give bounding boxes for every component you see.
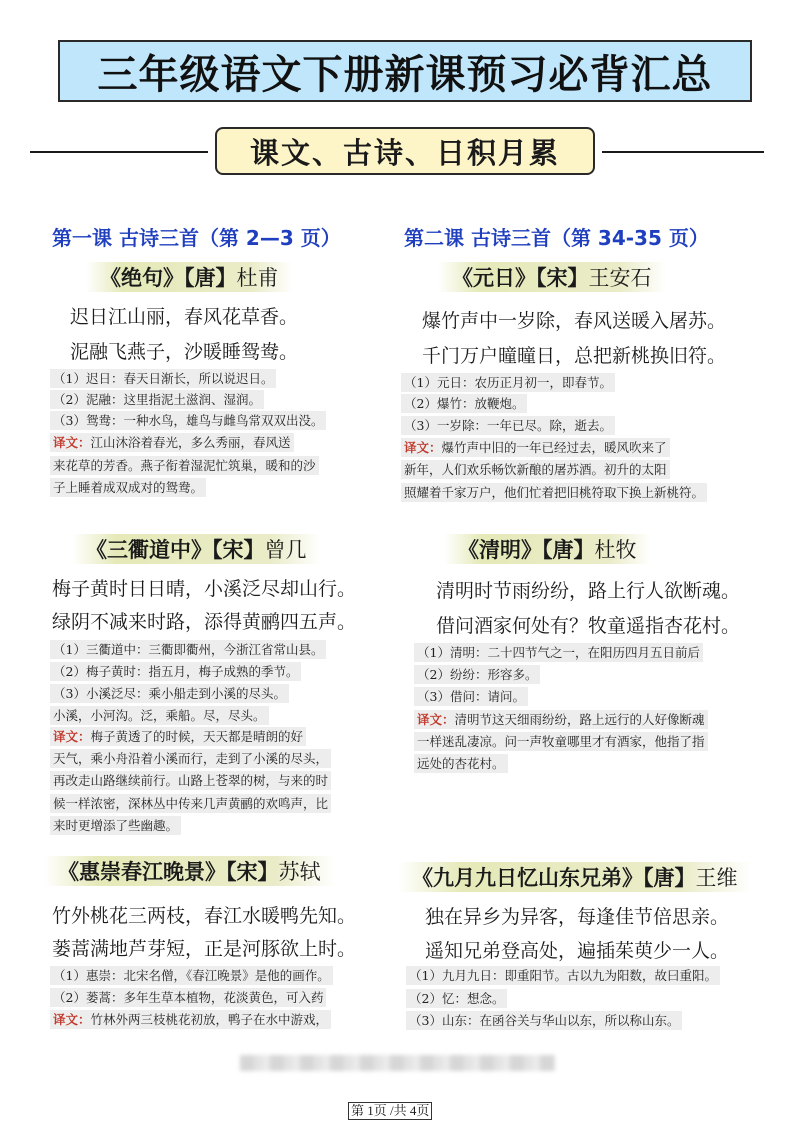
translation-line: 译文：清明节这天细雨纷纷，路上远行的人好像断魂 xyxy=(414,710,708,729)
translation-line: 照耀着千家万户，他们忙着把旧桃符取下换上新桃符。 xyxy=(401,483,707,502)
poem-author: 王维 xyxy=(695,866,738,890)
translation-line: 远处的杏花村。 xyxy=(414,754,508,773)
poem-title xyxy=(44,856,335,886)
poem-line: 绿阴不减来时路，添得黄鹂四五声。 xyxy=(52,611,357,633)
poem-line: 竹外桃花三两枝，春江水暖鸭先知。 xyxy=(52,905,357,927)
note: （2）泥融：这里指泥土滋润、湿润。 xyxy=(50,390,264,409)
poem-author: 杜甫 xyxy=(236,266,279,290)
poem-title-text: 《绝句》【唐】 xyxy=(100,265,237,290)
poem-title-text: 《元日》【宋】 xyxy=(452,265,589,290)
note: （3）小溪泛尽：乘小船走到小溪的尽头。 xyxy=(50,684,289,703)
poem-title xyxy=(438,262,666,292)
main-title: 三年级语文下册新课预习必背汇总 xyxy=(97,51,713,98)
translation-line: 候一样浓密，深林丛中传来几声黄鹂的欢鸣声，比 xyxy=(50,794,331,813)
note: （3）一岁除：一年已尽。除，逝去。 xyxy=(401,416,615,435)
poem-title xyxy=(398,862,752,892)
translation-label: 译文： xyxy=(417,712,455,727)
translation-line: 子上睡着成双成对的鸳鸯。 xyxy=(50,478,206,497)
translation-line: 来时更增添了些幽趣。 xyxy=(50,816,181,835)
poem-author: 杜牧 xyxy=(594,538,637,562)
blurred-watermark xyxy=(240,1055,555,1071)
section-subtitle: 课文、古诗、日积月累 xyxy=(249,135,560,170)
translation-line: 再改走山路继续前行。山路上苍翠的树，与来的时 xyxy=(50,771,331,790)
translation-line: 一样迷乱凄凉。问一声牧童哪里才有酒家，他指了指 xyxy=(414,732,708,751)
note: （1）清明：二十四节气之一，在阳历四月五日前后 xyxy=(414,643,703,662)
poem-line: 独在异乡为异客，每逢佳节倍思亲。 xyxy=(425,906,730,928)
lesson-heading-left: 第一课 古诗三首（第 2—3 页） xyxy=(52,226,341,250)
poem-line: 泥融飞燕子，沙暖睡鸳鸯。 xyxy=(70,341,299,363)
note: （3）鸳鸯：一种水鸟，雄鸟与雌鸟常双双出没。 xyxy=(50,411,326,430)
poem-title xyxy=(86,262,293,292)
translation-line: 译文：竹林外两三枝桃花初放，鸭子在水中游戏， xyxy=(50,1010,331,1029)
poem-line: 借问酒家何处有？牧童遥指杏花村。 xyxy=(436,615,741,637)
translation-line: 译文：爆竹声中旧的一年已经过去，暖风吹来了 xyxy=(401,438,670,457)
poem-line: 梅子黄时日日晴，小溪泛尽却山行。 xyxy=(52,578,357,600)
note: （2）蒌蒿：多年生草本植物，花淡黄色，可入药 xyxy=(50,988,326,1007)
poem-author: 曾几 xyxy=(264,538,307,562)
translation-line: 新年，人们欢乐畅饮新酿的屠苏酒。初升的太阳 xyxy=(401,460,670,479)
note: （2）纷纷：形容多。 xyxy=(414,665,540,684)
poem-title-text: 《惠崇春江晚景》【宋】 xyxy=(58,859,279,884)
note: （1）元日：农历正月初一，即春节。 xyxy=(401,373,615,392)
note: （1）九月九日：即重阳节。古以九为阳数，故曰重阳。 xyxy=(406,966,720,985)
note: （2）爆竹：放鞭炮。 xyxy=(401,394,527,413)
note: （1）三衢道中：三衢即衢州，今浙江省常山县。 xyxy=(50,640,326,659)
note: （1）迟日：春天日渐长，所以说迟日。 xyxy=(50,369,276,388)
page-number: 第 1页 /共 4页 xyxy=(348,1102,432,1120)
poem-title-text: 《九月九日忆山东兄弟》【唐】 xyxy=(412,865,696,890)
poem-line: 千门万户曈曈日，总把新桃换旧符。 xyxy=(422,345,727,367)
translation-line: 来花草的芳香。燕子衔着湿泥忙筑巢，暖和的沙 xyxy=(50,456,319,475)
translation-label: 译文： xyxy=(53,1012,91,1027)
note: （3）山东：在函谷关与华山以东，所以称山东。 xyxy=(406,1011,682,1030)
divider-right xyxy=(602,151,764,153)
translation-label: 译文： xyxy=(404,440,442,455)
poem-line: 爆竹声中一岁除，春风送暖入屠苏。 xyxy=(422,310,727,332)
section-subtitle-banner xyxy=(215,127,595,175)
poem-line: 清明时节雨纷纷，路上行人欲断魂。 xyxy=(436,580,741,602)
poem-title xyxy=(444,534,651,564)
lesson-heading-right: 第二课 古诗三首（第 34-35 页） xyxy=(404,226,709,250)
note: （2）梅子黄时：指五月，梅子成熟的季节。 xyxy=(50,662,301,681)
translation-label: 译文： xyxy=(53,435,91,450)
poem-line: 蒌蒿满地芦芽短，正是河豚欲上时。 xyxy=(52,938,357,960)
translation-line: 天气，乘小舟沿着小溪而行，走到了小溪的尽头， xyxy=(50,749,331,768)
poem-line: 遥知兄弟登高处，遍插茱萸少一人。 xyxy=(425,940,730,962)
note: （1）惠崇：北宋名僧，《春江晚景》是他的画作。 xyxy=(50,966,333,985)
poem-author: 苏轼 xyxy=(278,860,321,884)
poem-title xyxy=(72,534,321,564)
translation-line: 译文：梅子黄透了的时候，天天都是晴朗的好 xyxy=(50,727,306,746)
poem-line: 迟日江山丽，春风花草香。 xyxy=(70,306,299,328)
note: （3）借问：请问。 xyxy=(414,687,528,706)
divider-left xyxy=(30,151,208,153)
translation-label: 译文： xyxy=(53,729,91,744)
translation-line: 译文：江山沐浴着春光，多么秀丽，春风送 xyxy=(50,433,294,452)
note: 小溪，小河沟。泛，乘船。尽，尽头。 xyxy=(50,706,269,725)
poem-title-text: 《清明》【唐】 xyxy=(458,537,595,562)
poem-author: 王安石 xyxy=(588,266,652,290)
poem-title-text: 《三衢道中》【宋】 xyxy=(86,537,265,562)
main-title-banner xyxy=(58,40,752,102)
note: （2）忆：想念。 xyxy=(406,989,507,1008)
